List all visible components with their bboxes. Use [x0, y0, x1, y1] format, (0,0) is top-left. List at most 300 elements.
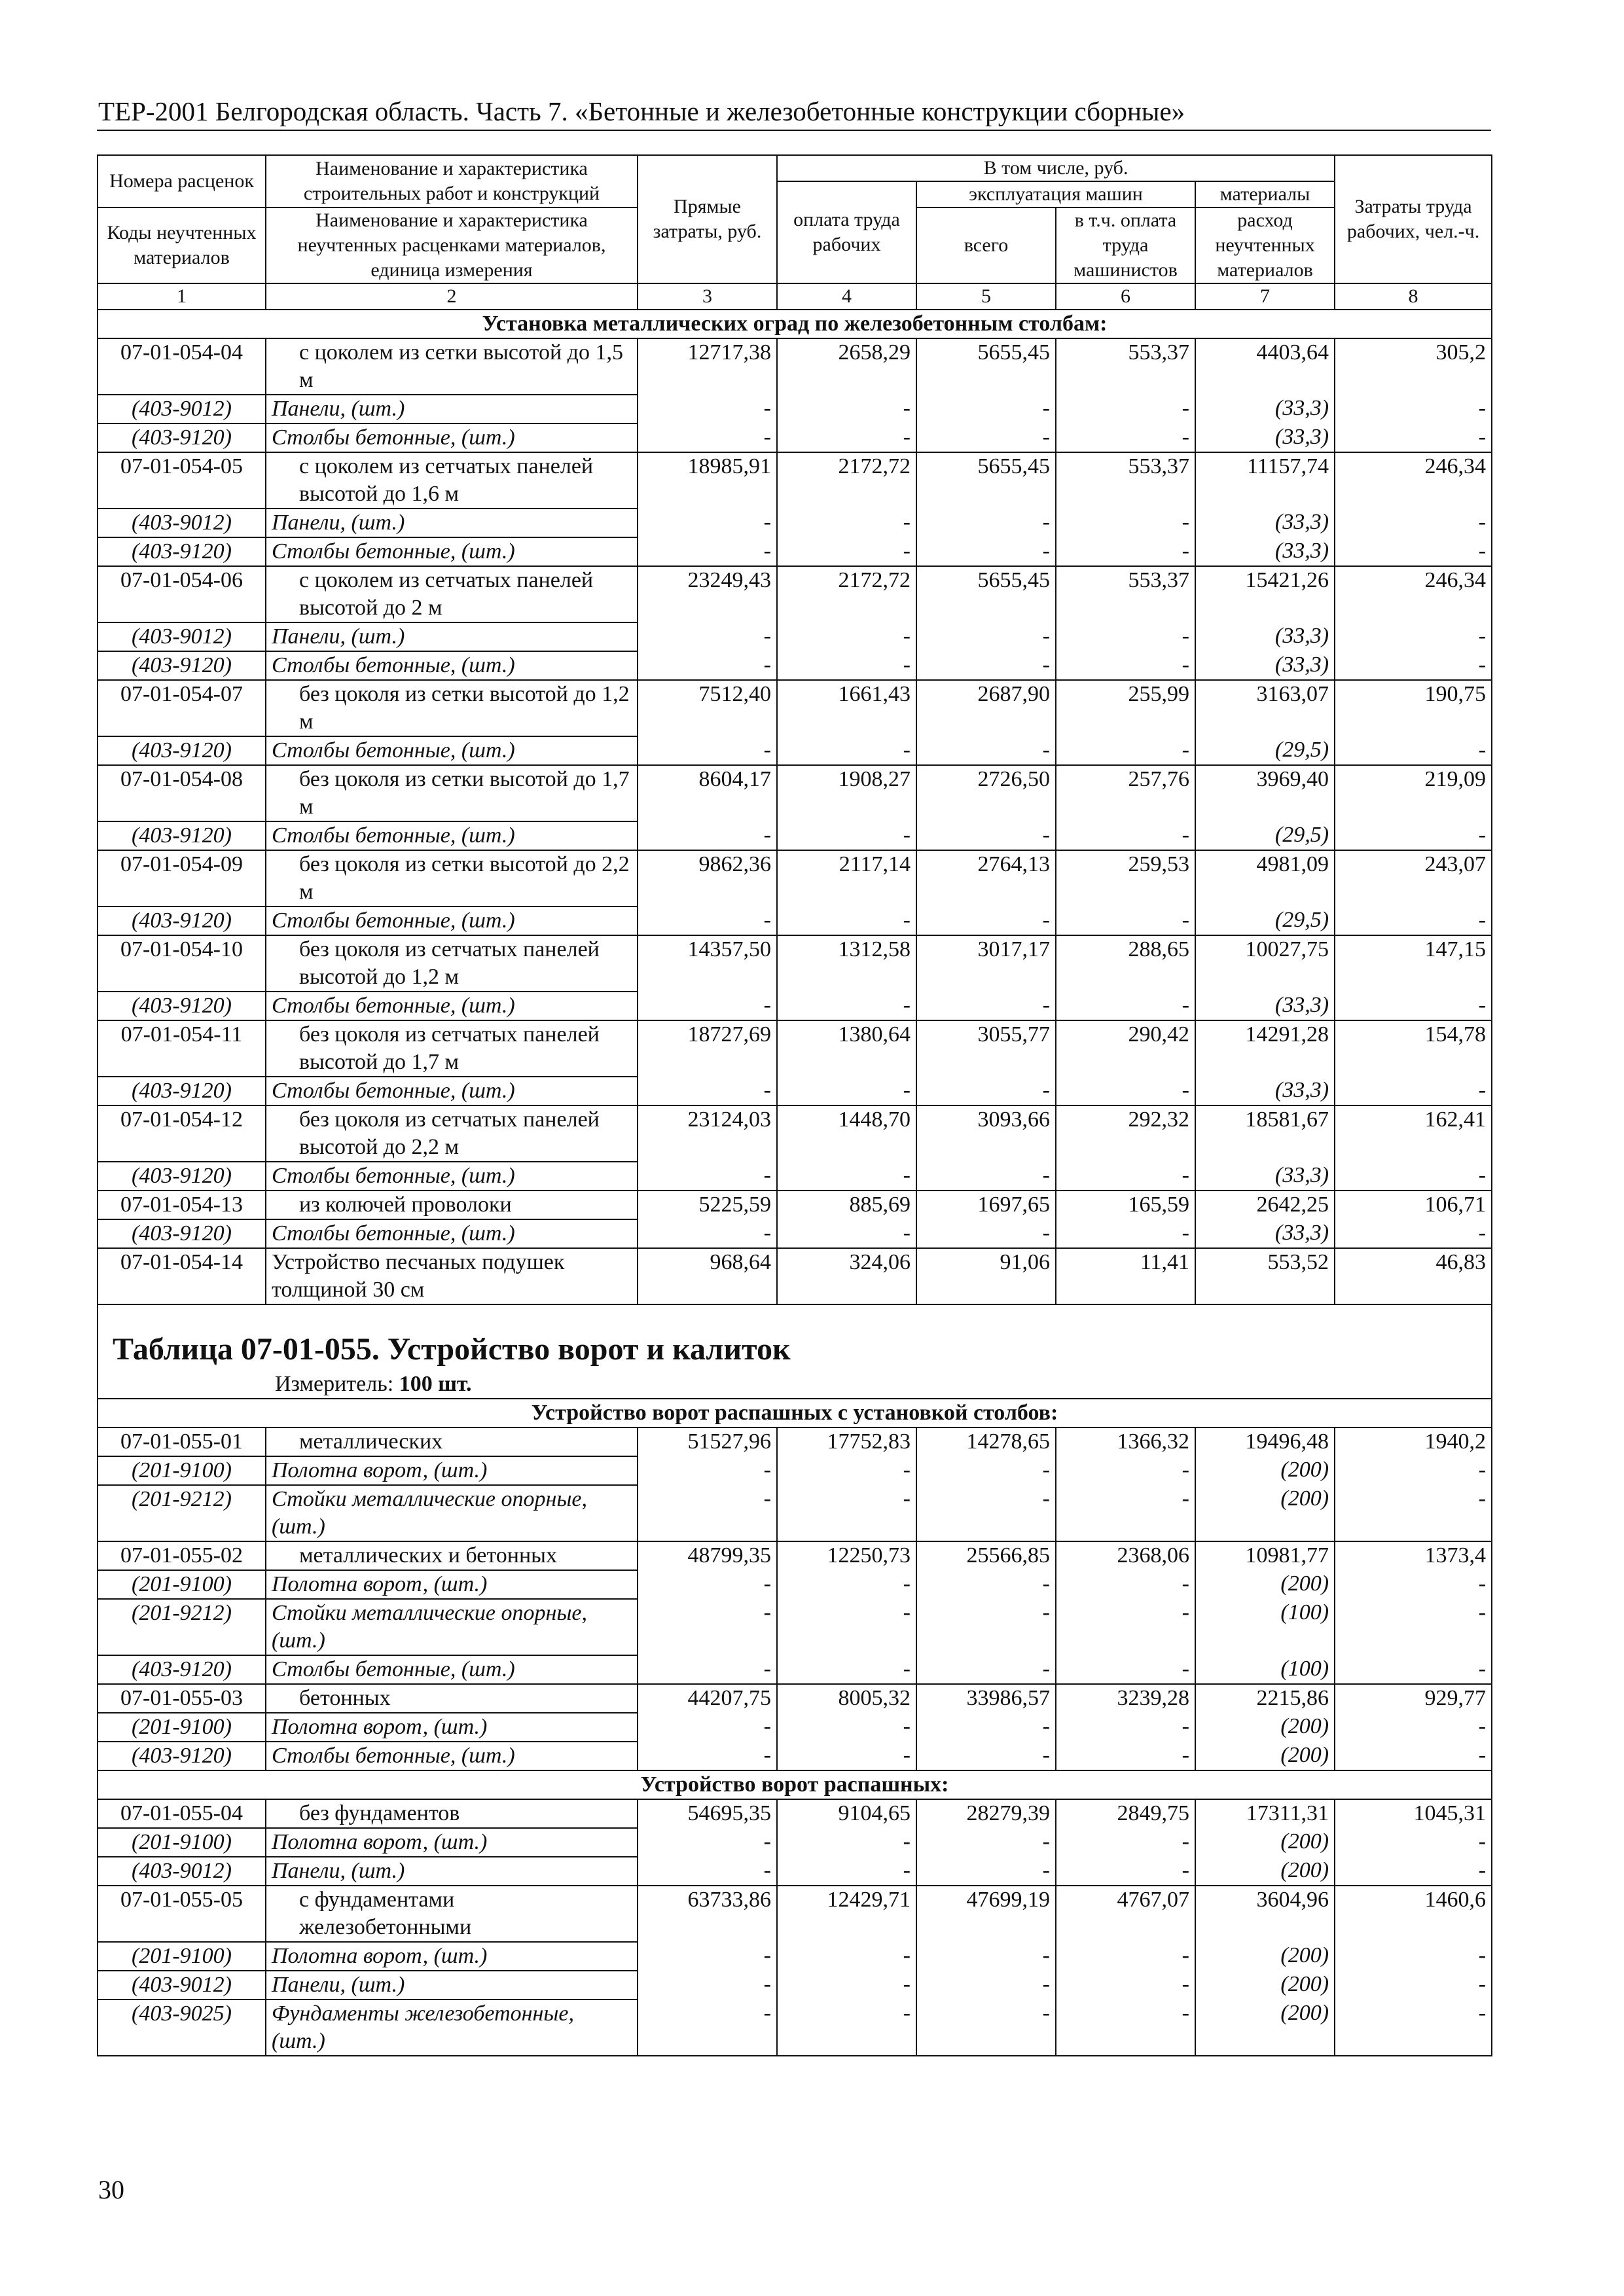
direct-costs-value: 23249,43 [638, 566, 777, 622]
labor-hours-value: - [1335, 1599, 1492, 1655]
material-name: Стойки металлические опорные, (шт.) [266, 1599, 638, 1655]
machines-total-value: 33986,57 [916, 1684, 1056, 1713]
material-name: Столбы бетонные, (шт.) [266, 821, 638, 850]
direct-costs-value: - [638, 1077, 777, 1105]
rate-row [98, 452, 1492, 509]
direct-costs-value: - [638, 622, 777, 651]
worker-pay-value: - [777, 1742, 916, 1770]
machines-total-value: - [916, 509, 1056, 537]
rate-code: 07-01-054-14 [98, 1248, 266, 1304]
worker-pay-value: 2658,29 [777, 338, 916, 395]
rate-name: Устройство песчаных подушек толщиной 30 см [266, 1248, 638, 1304]
worker-pay-value: - [777, 821, 916, 850]
material-consumption-value: (33,3) [1195, 1077, 1335, 1105]
labor-hours-value: 243,07 [1335, 850, 1492, 906]
rate-row [98, 566, 1492, 622]
material-name: Полотна ворот, (шт.) [266, 1942, 638, 1971]
rate-name: бетонных [266, 1684, 638, 1713]
labor-hours-value: - [1335, 1570, 1492, 1599]
measure-value: 100 шт. [399, 1372, 472, 1396]
labor-hours-value: 162,41 [1335, 1105, 1492, 1162]
machines-total-value: - [916, 736, 1056, 765]
material-name: Панели, (шт.) [266, 622, 638, 651]
machinist-pay-value: 553,37 [1056, 452, 1195, 509]
machinist-pay-value: 553,37 [1056, 338, 1195, 395]
direct-costs-value: - [638, 1599, 777, 1655]
labor-hours-value: - [1335, 1655, 1492, 1684]
machines-total-value: 5655,45 [916, 452, 1056, 509]
rate-row [98, 1541, 1492, 1570]
materials-value: 3969,40 [1195, 765, 1335, 821]
page-number: 30 [98, 2175, 124, 2204]
header-machines-total: всего [916, 207, 1056, 283]
direct-costs-value: - [638, 1219, 777, 1248]
rate-row [98, 680, 1492, 736]
rate-code: 07-01-054-07 [98, 680, 266, 736]
material-row [98, 1828, 1492, 1857]
rate-code: 07-01-054-12 [98, 1105, 266, 1162]
labor-hours-value: - [1335, 1713, 1492, 1742]
labor-hours-value: 305,2 [1335, 338, 1492, 395]
column-number: 4 [777, 283, 916, 310]
materials-value: 3163,07 [1195, 680, 1335, 736]
worker-pay-value: - [777, 622, 916, 651]
material-consumption-value: (200) [1195, 1742, 1335, 1770]
materials-value: 15421,26 [1195, 566, 1335, 622]
materials-value: 18581,67 [1195, 1105, 1335, 1162]
machinist-pay-value: 292,32 [1056, 1105, 1195, 1162]
measure-line [98, 1371, 1492, 1399]
materials-value: 19496,48 [1195, 1427, 1335, 1456]
machinist-pay-value: - [1056, 1742, 1195, 1770]
labor-hours-value: 246,34 [1335, 452, 1492, 509]
machinist-pay-value: - [1056, 1077, 1195, 1105]
machines-total-value: 2726,50 [916, 765, 1056, 821]
machinist-pay-value: 4767,07 [1056, 1886, 1195, 1942]
direct-costs-value: 9862,36 [638, 850, 777, 906]
machinist-pay-value: 553,37 [1056, 566, 1195, 622]
material-row [98, 423, 1492, 452]
material-code: (403-9120) [98, 821, 266, 850]
column-number-row [98, 283, 1492, 310]
worker-pay-value: 2172,72 [777, 566, 916, 622]
material-code: (403-9012) [98, 622, 266, 651]
rate-name: без фундаментов [266, 1799, 638, 1828]
rate-code: 07-01-054-08 [98, 765, 266, 821]
rate-row [98, 1427, 1492, 1456]
machines-total-value: - [916, 537, 1056, 566]
labor-hours-value: 190,75 [1335, 680, 1492, 736]
labor-hours-value: - [1335, 992, 1492, 1020]
rate-code: 07-01-055-02 [98, 1541, 266, 1570]
direct-costs-value: 14357,50 [638, 935, 777, 992]
machinist-pay-value: 290,42 [1056, 1020, 1195, 1077]
worker-pay-value: - [777, 1456, 916, 1485]
rate-name: без цоколя из сетчатых панелей высотой до 2,2 м [266, 1105, 638, 1162]
rate-code: 07-01-054-11 [98, 1020, 266, 1077]
rate-name: металлических [266, 1427, 638, 1456]
material-consumption-value: (33,3) [1195, 509, 1335, 537]
column-number: 7 [1195, 283, 1335, 310]
machinist-pay-value: - [1056, 906, 1195, 935]
rate-code: 07-01-055-01 [98, 1427, 266, 1456]
machinist-pay-value: 2368,06 [1056, 1541, 1195, 1570]
material-code: (403-9120) [98, 906, 266, 935]
material-row [98, 1077, 1492, 1105]
material-consumption-value: (33,3) [1195, 622, 1335, 651]
direct-costs-value: - [638, 651, 777, 680]
worker-pay-value: 1908,27 [777, 765, 916, 821]
rate-name: без цоколя из сетчатых панелей высотой до 1,2 м [266, 935, 638, 992]
worker-pay-value: 8005,32 [777, 1684, 916, 1713]
labor-hours-value: - [1335, 537, 1492, 566]
material-code: (201-9212) [98, 1599, 266, 1655]
header-material-consumption: расход неучтенных материалов [1195, 207, 1335, 283]
machinist-pay-value: - [1056, 537, 1195, 566]
labor-hours-value: 1940,2 [1335, 1427, 1492, 1456]
header-worker-pay: оплата труда рабочих [777, 181, 916, 283]
material-name: Столбы бетонные, (шт.) [266, 1655, 638, 1684]
machines-total-value: 3055,77 [916, 1020, 1056, 1077]
rate-code: 07-01-054-09 [98, 850, 266, 906]
machinist-pay-value: - [1056, 1219, 1195, 1248]
material-name: Столбы бетонные, (шт.) [266, 906, 638, 935]
material-consumption-value: (29,5) [1195, 736, 1335, 765]
labor-hours-value: - [1335, 1077, 1492, 1105]
labor-hours-value: - [1335, 1942, 1492, 1971]
direct-costs-value: - [638, 2000, 777, 2056]
worker-pay-value: - [777, 1971, 916, 2000]
direct-costs-value: 18985,91 [638, 452, 777, 509]
material-name: Столбы бетонные, (шт.) [266, 1077, 638, 1105]
material-consumption-value: (33,3) [1195, 992, 1335, 1020]
table-title-cell [98, 1304, 1492, 1371]
material-code: (201-9212) [98, 1485, 266, 1541]
rate-row [98, 1248, 1492, 1304]
header-rate-number: Номера расценок [98, 155, 266, 207]
machines-total-value: - [916, 992, 1056, 1020]
machinist-pay-value: - [1056, 992, 1195, 1020]
materials-value: 10027,75 [1195, 935, 1335, 992]
direct-costs-value: - [638, 992, 777, 1020]
machinist-pay-value: - [1056, 1570, 1195, 1599]
direct-costs-value: - [638, 537, 777, 566]
material-row [98, 821, 1492, 850]
machines-total-value: 5655,45 [916, 566, 1056, 622]
machines-total-value: 1697,65 [916, 1191, 1056, 1219]
column-number: 6 [1056, 283, 1195, 310]
material-row [98, 1713, 1492, 1742]
material-code: (403-9012) [98, 1971, 266, 2000]
material-consumption-value: (200) [1195, 1828, 1335, 1857]
labor-hours-value: - [1335, 1219, 1492, 1248]
direct-costs-value: - [638, 423, 777, 452]
direct-costs-value: - [638, 736, 777, 765]
material-row [98, 1942, 1492, 1971]
machinist-pay-value: - [1056, 1485, 1195, 1541]
worker-pay-value: - [777, 1570, 916, 1599]
header-labor-costs: Затраты труда рабочих, чел.-ч. [1335, 155, 1492, 283]
rate-name: без цоколя из сетки высотой до 1,2 м [266, 680, 638, 736]
machinist-pay-value: - [1056, 395, 1195, 423]
direct-costs-value: - [638, 1942, 777, 1971]
rate-code: 07-01-055-04 [98, 1799, 266, 1828]
material-row [98, 1219, 1492, 1248]
rate-code: 07-01-055-05 [98, 1886, 266, 1942]
material-row [98, 1971, 1492, 2000]
direct-costs-value: - [638, 1857, 777, 1886]
materials-value: 4403,64 [1195, 338, 1335, 395]
machines-total-value: - [916, 1456, 1056, 1485]
material-row [98, 1599, 1492, 1655]
rate-row [98, 935, 1492, 992]
material-row [98, 1742, 1492, 1770]
machinist-pay-value: 165,59 [1056, 1191, 1195, 1219]
labor-hours-value: - [1335, 1828, 1492, 1857]
rate-name: из колючей проволоки [266, 1191, 638, 1219]
worker-pay-value: - [777, 395, 916, 423]
direct-costs-value: - [638, 1162, 777, 1191]
rate-row [98, 1886, 1492, 1942]
header-machinist-pay: в т.ч. оплата труда машинистов [1056, 207, 1195, 283]
material-row [98, 906, 1492, 935]
machines-total-value: 2764,13 [916, 850, 1056, 906]
material-row [98, 537, 1492, 566]
material-name: Полотна ворот, (шт.) [266, 1828, 638, 1857]
material-code: (403-9120) [98, 423, 266, 452]
worker-pay-value: - [777, 1599, 916, 1655]
machines-total-value: 91,06 [916, 1248, 1056, 1304]
material-code: (403-9012) [98, 395, 266, 423]
machinist-pay-value: 11,41 [1056, 1248, 1195, 1304]
worker-pay-value: 2117,14 [777, 850, 916, 906]
rate-row [98, 1684, 1492, 1713]
material-consumption-value: (100) [1195, 1655, 1335, 1684]
section-heading: Устройство ворот распашных: [98, 1770, 1492, 1799]
material-name: Панели, (шт.) [266, 395, 638, 423]
machinist-pay-value: - [1056, 622, 1195, 651]
worker-pay-value: 9104,65 [777, 1799, 916, 1828]
machines-total-value: - [916, 1655, 1056, 1684]
machines-total-value: 3093,66 [916, 1105, 1056, 1162]
direct-costs-value: - [638, 1485, 777, 1541]
material-name: Полотна ворот, (шт.) [266, 1713, 638, 1742]
worker-pay-value: - [777, 537, 916, 566]
machines-total-value: - [916, 1942, 1056, 1971]
header-material-names: Наименование и характеристика неучтенных расценками материалов, единица измерения [266, 207, 638, 283]
material-consumption-value: (33,3) [1195, 651, 1335, 680]
material-row [98, 1570, 1492, 1599]
labor-hours-value: - [1335, 423, 1492, 452]
labor-hours-value: - [1335, 651, 1492, 680]
direct-costs-value: - [638, 1971, 777, 2000]
material-consumption-value: (33,3) [1195, 1162, 1335, 1191]
section-heading: Устройство ворот распашных с установкой столбов: [98, 1399, 1492, 1427]
header-work-name: Наименование и характеристика строительных работ и конструкций [266, 155, 638, 207]
direct-costs-value: - [638, 1713, 777, 1742]
material-name: Фундаменты железобетонные, (шт.) [266, 2000, 638, 2056]
material-row [98, 622, 1492, 651]
worker-pay-value: 1661,43 [777, 680, 916, 736]
labor-hours-value: 1460,6 [1335, 1886, 1492, 1942]
direct-costs-value: 23124,03 [638, 1105, 777, 1162]
material-consumption-value: (200) [1195, 1857, 1335, 1886]
material-code: (403-9120) [98, 736, 266, 765]
materials-value: 553,52 [1195, 1248, 1335, 1304]
worker-pay-value: - [777, 1942, 916, 1971]
material-consumption-value: (200) [1195, 1942, 1335, 1971]
material-name: Стойки металлические опорные, (шт.) [266, 1485, 638, 1541]
header-direct-costs: Прямые затраты, руб. [638, 155, 777, 283]
rate-name: с фундаментами железобетонными [266, 1886, 638, 1942]
labor-hours-value: - [1335, 1456, 1492, 1485]
machinist-pay-value: - [1056, 1162, 1195, 1191]
material-code: (403-9120) [98, 1219, 266, 1248]
direct-costs-value: 51527,96 [638, 1427, 777, 1456]
machinist-pay-value: 1366,32 [1056, 1427, 1195, 1456]
machines-total-value: - [916, 651, 1056, 680]
material-consumption-value: (33,3) [1195, 395, 1335, 423]
material-consumption-value: (200) [1195, 1971, 1335, 2000]
material-row [98, 2000, 1492, 2056]
worker-pay-value: 1448,70 [777, 1105, 916, 1162]
machinist-pay-value: - [1056, 1713, 1195, 1742]
material-code: (201-9100) [98, 1570, 266, 1599]
direct-costs-value: - [638, 395, 777, 423]
rate-row [98, 1020, 1492, 1077]
machines-total-value: - [916, 1857, 1056, 1886]
machines-total-value: 47699,19 [916, 1886, 1056, 1942]
material-row [98, 1456, 1492, 1485]
labor-hours-value: - [1335, 1162, 1492, 1191]
machines-total-value: - [916, 395, 1056, 423]
machinist-pay-value: - [1056, 1971, 1195, 2000]
rate-row [98, 1105, 1492, 1162]
material-name: Панели, (шт.) [266, 1971, 638, 2000]
material-row [98, 1162, 1492, 1191]
material-row [98, 395, 1492, 423]
material-code: (403-9012) [98, 1857, 266, 1886]
material-row [98, 651, 1492, 680]
worker-pay-value: - [777, 2000, 916, 2056]
direct-costs-value: 18727,69 [638, 1020, 777, 1077]
machinist-pay-value: - [1056, 423, 1195, 452]
direct-costs-value: - [638, 1742, 777, 1770]
machinist-pay-value: - [1056, 1599, 1195, 1655]
machines-total-value: - [916, 1077, 1056, 1105]
rate-row [98, 1191, 1492, 1219]
machinist-pay-value: - [1056, 509, 1195, 537]
rate-row [98, 1799, 1492, 1828]
machines-total-value: 3017,17 [916, 935, 1056, 992]
labor-hours-value: 929,77 [1335, 1684, 1492, 1713]
worker-pay-value: - [777, 1857, 916, 1886]
labor-hours-value: 147,15 [1335, 935, 1492, 992]
labor-hours-value: - [1335, 736, 1492, 765]
rate-name: с цоколем из сетчатых панелей высотой до 2 м [266, 566, 638, 622]
material-row [98, 509, 1492, 537]
rate-name: металлических и бетонных [266, 1541, 638, 1570]
direct-costs-value: - [638, 509, 777, 537]
direct-costs-value: 54695,35 [638, 1799, 777, 1828]
materials-value: 17311,31 [1195, 1799, 1335, 1828]
labor-hours-value: 219,09 [1335, 765, 1492, 821]
material-code: (403-9120) [98, 1077, 266, 1105]
header-rule [97, 130, 1491, 131]
worker-pay-value: - [777, 509, 916, 537]
machines-total-value: - [916, 1828, 1056, 1857]
machines-total-value: - [916, 2000, 1056, 2056]
labor-hours-value: - [1335, 2000, 1492, 2056]
machines-total-value: - [916, 906, 1056, 935]
machinist-pay-value: 255,99 [1056, 680, 1195, 736]
material-code: (403-9120) [98, 537, 266, 566]
labor-hours-value: 46,83 [1335, 1248, 1492, 1304]
worker-pay-value: - [777, 1828, 916, 1857]
direct-costs-value: - [638, 821, 777, 850]
machines-total-value: 5655,45 [916, 338, 1056, 395]
rate-name: без цоколя из сетки высотой до 2,2 м [266, 850, 638, 906]
machines-total-value: - [916, 1219, 1056, 1248]
material-consumption-value: (200) [1195, 1713, 1335, 1742]
rate-name: с цоколем из сетчатых панелей высотой до 1,6 м [266, 452, 638, 509]
rate-row [98, 765, 1492, 821]
machines-total-value: 25566,85 [916, 1541, 1056, 1570]
machines-total-value: - [916, 1599, 1056, 1655]
labor-hours-value: 154,78 [1335, 1020, 1492, 1077]
material-code: (403-9012) [98, 509, 266, 537]
table-title: Таблица 07-01-055. Устройство ворот и калиток [113, 1332, 791, 1367]
material-name: Столбы бетонные, (шт.) [266, 423, 638, 452]
material-consumption-value: (200) [1195, 1485, 1335, 1541]
machinist-pay-value: - [1056, 1456, 1195, 1485]
worker-pay-value: - [777, 1655, 916, 1684]
measure-label: Измеритель: [275, 1372, 394, 1396]
worker-pay-value: 12429,71 [777, 1886, 916, 1942]
material-consumption-value: (100) [1195, 1599, 1335, 1655]
column-number: 5 [916, 283, 1056, 310]
materials-value: 11157,74 [1195, 452, 1335, 509]
material-row [98, 1655, 1492, 1684]
material-name: Полотна ворот, (шт.) [266, 1456, 638, 1485]
direct-costs-value: 8604,17 [638, 765, 777, 821]
machinist-pay-value: - [1056, 736, 1195, 765]
header-material-codes: Коды неучтенных материалов [98, 207, 266, 283]
rate-code: 07-01-054-05 [98, 452, 266, 509]
rate-code: 07-01-055-03 [98, 1684, 266, 1713]
worker-pay-value: - [777, 1219, 916, 1248]
rate-row [98, 850, 1492, 906]
machinist-pay-value: 3239,28 [1056, 1684, 1195, 1713]
machines-total-value: 2687,90 [916, 680, 1056, 736]
machinist-pay-value: - [1056, 1942, 1195, 1971]
worker-pay-value: 12250,73 [777, 1541, 916, 1570]
materials-value: 3604,96 [1195, 1886, 1335, 1942]
rate-name: без цоколя из сетчатых панелей высотой до 1,7 м [266, 1020, 638, 1077]
material-code: (403-9120) [98, 1742, 266, 1770]
machinist-pay-value: - [1056, 821, 1195, 850]
machinist-pay-value: 259,53 [1056, 850, 1195, 906]
material-row [98, 1485, 1492, 1541]
machines-total-value: - [916, 1162, 1056, 1191]
worker-pay-value: - [777, 736, 916, 765]
material-consumption-value: (33,3) [1195, 1219, 1335, 1248]
material-name: Столбы бетонные, (шт.) [266, 651, 638, 680]
machinist-pay-value: - [1056, 1655, 1195, 1684]
header-materials: материалы [1195, 181, 1335, 207]
direct-costs-value: - [638, 906, 777, 935]
worker-pay-value: - [777, 1713, 916, 1742]
